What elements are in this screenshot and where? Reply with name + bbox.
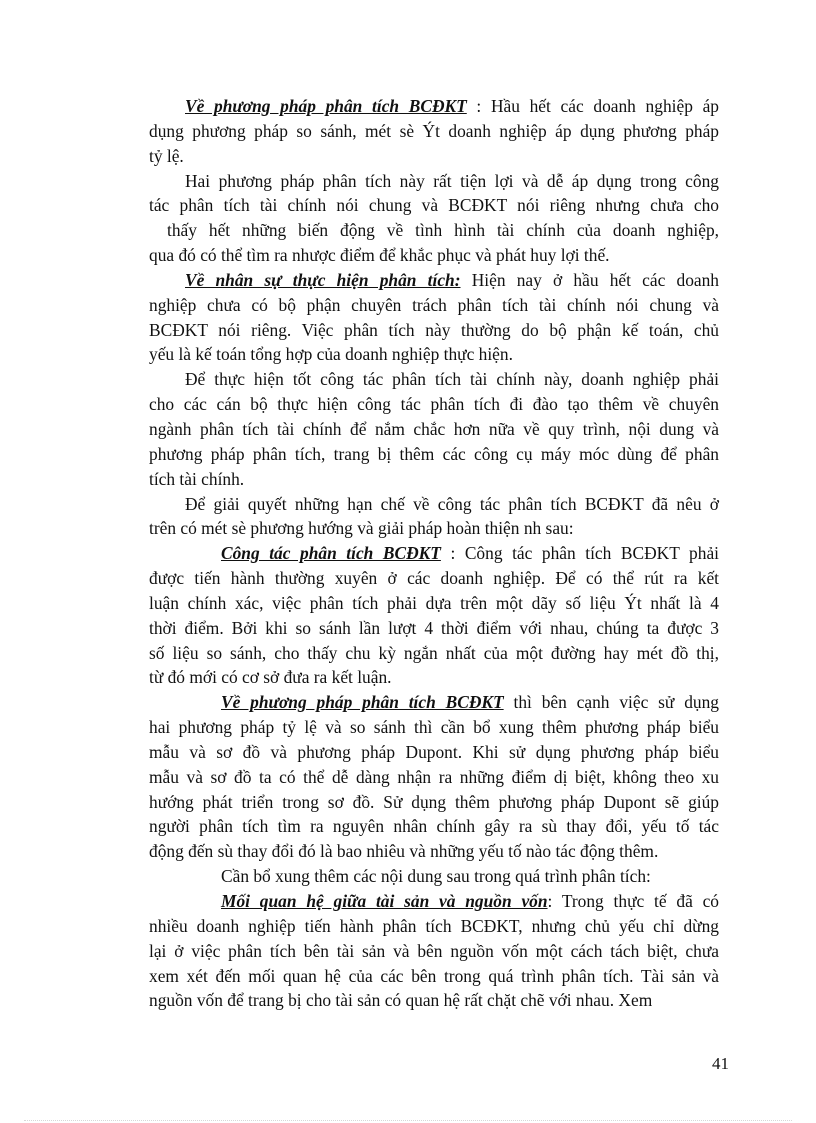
text-line: số liệu so sánh, cho thấy chu kỳ ngắn nhất của một đường hay mét đồ thị, [149,642,719,663]
text-line: Về nhân sự thực hiện phân tích: Hiện nay ở hầu hết các doanh [185,269,720,290]
text-line: Để giải quyết những hạn chế về công tác phân tích BCĐKT đã nêu ở [185,493,719,514]
text-line: Về phương pháp phân tích BCĐKT : Hầu hết các doanh nghiệp áp [185,96,719,116]
text-line: hai phương pháp tỷ lệ và so sánh thì cần bổ xung thêm phương pháp biểu [149,717,719,738]
section-heading: Mối quan hệ giữa tài sản và nguồn vốn [221,891,548,911]
text-line: thời điểm. Bởi khi so sánh lần lượt 4 thời điểm với nhau, chúng ta được 3 [149,617,719,638]
text-line: xem xét đến mối quan hệ của các bên trong quá trình phân tích. Tài sản và [149,965,719,986]
text-line: dụng phương pháp so sánh, mét sè Ýt doanh nghiệp áp dụng phương pháp [149,120,719,141]
text-line: người phân tích tìm ra nguyên nhân chính gây ra sù thay đổi, yếu tố tác [149,816,719,837]
text-line: Cần bổ xung thêm các nội dung sau trong quá trình phân tích: [221,866,651,887]
text-line: qua đó có thể tìm ra nhược điểm để khắc phục và phát huy lợi thế. [149,245,610,266]
section-heading: Về phương pháp phân tích BCĐKT [185,96,467,116]
text-line: cho các cán bộ thực hiện công tác phân tích đi đào tạo thêm về chuyên [149,394,719,415]
text-line: Hai phương pháp phân tích này rất tiện lợi và dễ áp dụng trong công [185,170,719,191]
text-line: được tiến hành thường xuyên ở các doanh nghiệp. Để có thể rút ra kết [149,568,719,589]
text-line: động đến sù thay đổi đó là bao nhiêu và những yếu tố nào tác động thêm. [149,841,659,862]
text-line: yếu là kế toán tổng hợp của doanh nghiệp thực hiện. [149,344,513,365]
text-line: Về phương pháp phân tích BCĐKT thì bên cạnh việc sử dụng [221,692,719,713]
text-line: Để thực hiện tốt công tác phân tích tài chính này, doanh nghiệp phải [185,369,719,390]
text-line: lại ở việc phân tích bên tài sản và bên nguồn vốn một cách tách biệt, chưa [149,940,719,961]
text-line: Công tác phân tích BCĐKT : Công tác phân tích BCĐKT phải [221,543,719,564]
text-line: trên có mét sè phương hướng và giải pháp hoàn thiện nh sau: [149,518,574,539]
text-line: Mối quan hệ giữa tài sản và nguồn vốn: Trong thực tế đã có [221,891,719,911]
text-line: luận chính xác, việc phân tích phải dựa trên một dãy số liệu Ýt nhất là 4 [149,592,719,613]
text-line: mẫu và sơ đồ và phương pháp Dupont. Khi sử dụng phương pháp biểu [149,741,719,762]
page-number: 41 [712,1054,729,1073]
text-line: tác phân tích tài chính nói chung và BCĐKT nói riêng nhưng chưa cho [149,195,719,216]
section-heading: Công tác phân tích BCĐKT [221,543,441,564]
text-line: mẫu và sơ đồ ta có thể dễ dàng nhận ra những điểm dị biệt, không theo xu [149,766,719,787]
body-text [149,94,719,1013]
text-line: ngành phân tích tài chính để nắm chắc hơn nữa về quy trình, nội dung và [149,418,719,439]
text-line: phương pháp phân tích, trang bị thêm các công cụ máy móc dùng để phân [149,443,719,464]
text-line: thấy hết những biến động về tình hình tài chính của doanh nghiệp, [167,220,719,241]
text-line: tỷ lệ. [149,145,184,166]
text-line: nhiều doanh nghiệp tiến hành phân tích BCĐKT, nhưng chủ yếu chỉ dừng [149,915,719,936]
text-line: nghiệp chưa có bộ phận chuyên trách phân tích tài chính nói chung và [149,294,719,315]
text-line: nguồn vốn để trang bị cho tài sản có quan hệ rất chặt chẽ với nhau. Xem [149,990,653,1011]
text-line: BCĐKT nói riêng. Việc phân tích này thường do bộ phận kế toán, chủ [149,319,719,340]
section-heading: Về nhân sự thực hiện phân tích: [185,269,461,290]
text-line: hướng phát triển trong sơ đồ. Sử dụng thêm phương pháp Dupont sẽ giúp [149,791,719,812]
text-line: tích tài chính. [149,468,245,489]
footer-divider [24,1120,792,1121]
section-heading: Về phương pháp phân tích BCĐKT [221,692,504,713]
text-line: từ đó mới có cơ sở đưa ra kết luận. [149,667,392,688]
